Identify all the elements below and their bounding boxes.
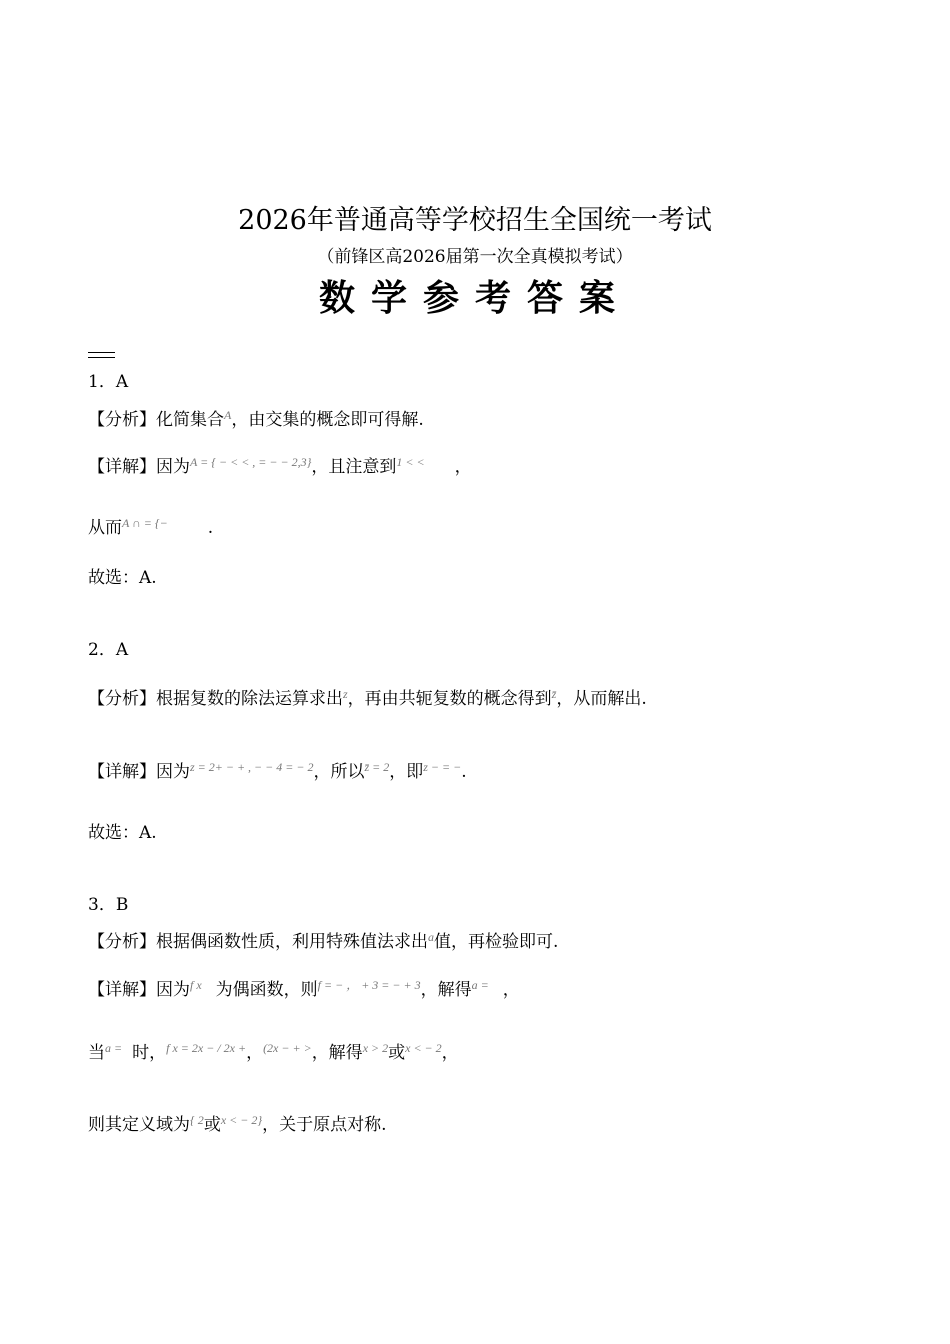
q3-analysis-var: a: [428, 930, 434, 944]
q3-detail-text-a: 因为: [156, 980, 190, 1000]
q3-domain-text-a: 则其定义域为: [88, 1115, 190, 1135]
q1-detail: [88, 452, 472, 477]
q1-analysis-text-a: 化简集合: [156, 410, 224, 430]
q3-domain: [88, 1110, 387, 1135]
q2-analysis-text-c: ，从而解出.: [556, 689, 647, 709]
q3-analysis: [88, 927, 558, 952]
q1-detail-text-c: ，: [454, 457, 472, 477]
q3-when-text-e: 或: [388, 1043, 406, 1063]
q1-analysis: [88, 405, 424, 430]
q3-detail-text-c: ，解得: [420, 980, 472, 1000]
q1-choose: 故选：A.: [88, 568, 157, 588]
q3-domain-math2: x < − 2}: [220, 1113, 263, 1127]
q3-when-text-a: 当: [88, 1043, 105, 1063]
q3-when-text-c: ，: [246, 1043, 264, 1063]
q1-analysis-var: A: [224, 408, 232, 422]
q3-analysis-label: 【分析】: [88, 932, 156, 952]
q3-when-text-b: 时，: [132, 1043, 167, 1063]
q3-detail-math2: f = − ， + 3 = − + 3: [317, 978, 421, 992]
document-heading: 数学参考答案: [318, 278, 631, 319]
q3-domain-text-c: ，关于原点对称.: [262, 1115, 387, 1135]
q3-when-math5: x < − 2: [405, 1041, 442, 1055]
q3-analysis-text-b: 值，再检验即可.: [434, 932, 559, 952]
q2-detail: [88, 757, 467, 782]
q2-detail-text-a: 因为: [156, 762, 190, 782]
q3-domain-text-b: 或: [203, 1115, 221, 1135]
q2-detail-math3: z − = −: [423, 760, 462, 774]
q2-analysis-text-b: ，再由共轭复数的概念得到: [347, 689, 552, 709]
q2-detail-math1: z = 2+ − + , − − 4 = − 2: [190, 760, 314, 774]
q2-detail-label: 【详解】: [88, 762, 156, 782]
q3-when-math4: x > 2: [362, 1041, 389, 1055]
q3-detail-text-b: 为偶函数，则: [215, 980, 318, 1000]
q1-from-text-b: .: [207, 518, 214, 538]
q1-detail-label: 【详解】: [88, 457, 156, 477]
q1-from-text-a: 从而: [88, 518, 122, 538]
q1-detail-text-b: ，且注意到: [311, 457, 397, 477]
q1-from: [88, 513, 213, 538]
q3-number: 3．B: [88, 895, 129, 915]
q2-analysis-text-a: 根据复数的除法运算求出: [156, 689, 343, 709]
document-subtitle: （前锋区高2026届第一次全真模拟考试）: [317, 247, 633, 267]
q3-when-text-f: ，: [441, 1043, 459, 1063]
q1-number: 1．A: [88, 372, 129, 392]
q1-detail-math1: A = { − < < , = − − 2,3}: [190, 455, 312, 469]
q2-analysis: [88, 684, 647, 709]
q3-detail-math1: f x: [190, 978, 202, 992]
q3-domain-math1: { 2: [190, 1113, 204, 1127]
q2-number: 2．A: [88, 640, 129, 660]
divider: [88, 352, 115, 358]
q3-when-math2: f x = 2x − / 2x +: [166, 1041, 247, 1055]
q3-analysis-text-a: 根据偶函数性质，利用特殊值法求出: [156, 932, 428, 952]
q3-detail-label: 【详解】: [88, 980, 156, 1000]
q3-when: [88, 1038, 459, 1063]
q3-detail-math3: a =: [471, 978, 489, 992]
q3-when-math3: (2x − + >: [263, 1041, 312, 1055]
q3-detail-text-d: ，: [502, 980, 520, 1000]
q1-analysis-text-b: ，由交集的概念即可得解.: [231, 410, 424, 430]
q3-detail: [88, 975, 520, 1000]
q1-analysis-label: 【分析】: [88, 410, 156, 430]
q3-when-text-d: ，解得: [311, 1043, 363, 1063]
q2-analysis-var1: z: [343, 687, 348, 701]
document-title: 2026年普通高等学校招生全国统一考试: [238, 205, 712, 236]
q2-analysis-label: 【分析】: [88, 689, 156, 709]
q1-from-math: A ∩ = {−: [122, 516, 168, 530]
q2-detail-text-d: .: [461, 762, 467, 782]
q1-detail-text-a: 因为: [156, 457, 190, 477]
q3-when-math1: a =: [105, 1041, 123, 1055]
q2-choose: 故选：A.: [88, 823, 157, 843]
q1-detail-math2: 1 < <: [396, 455, 425, 469]
q2-detail-math2: z̄ = 2: [364, 760, 390, 774]
q2-detail-text-c: ，即: [389, 762, 424, 782]
q2-detail-text-b: ，所以: [313, 762, 365, 782]
q2-analysis-var2: z̄: [551, 687, 557, 701]
